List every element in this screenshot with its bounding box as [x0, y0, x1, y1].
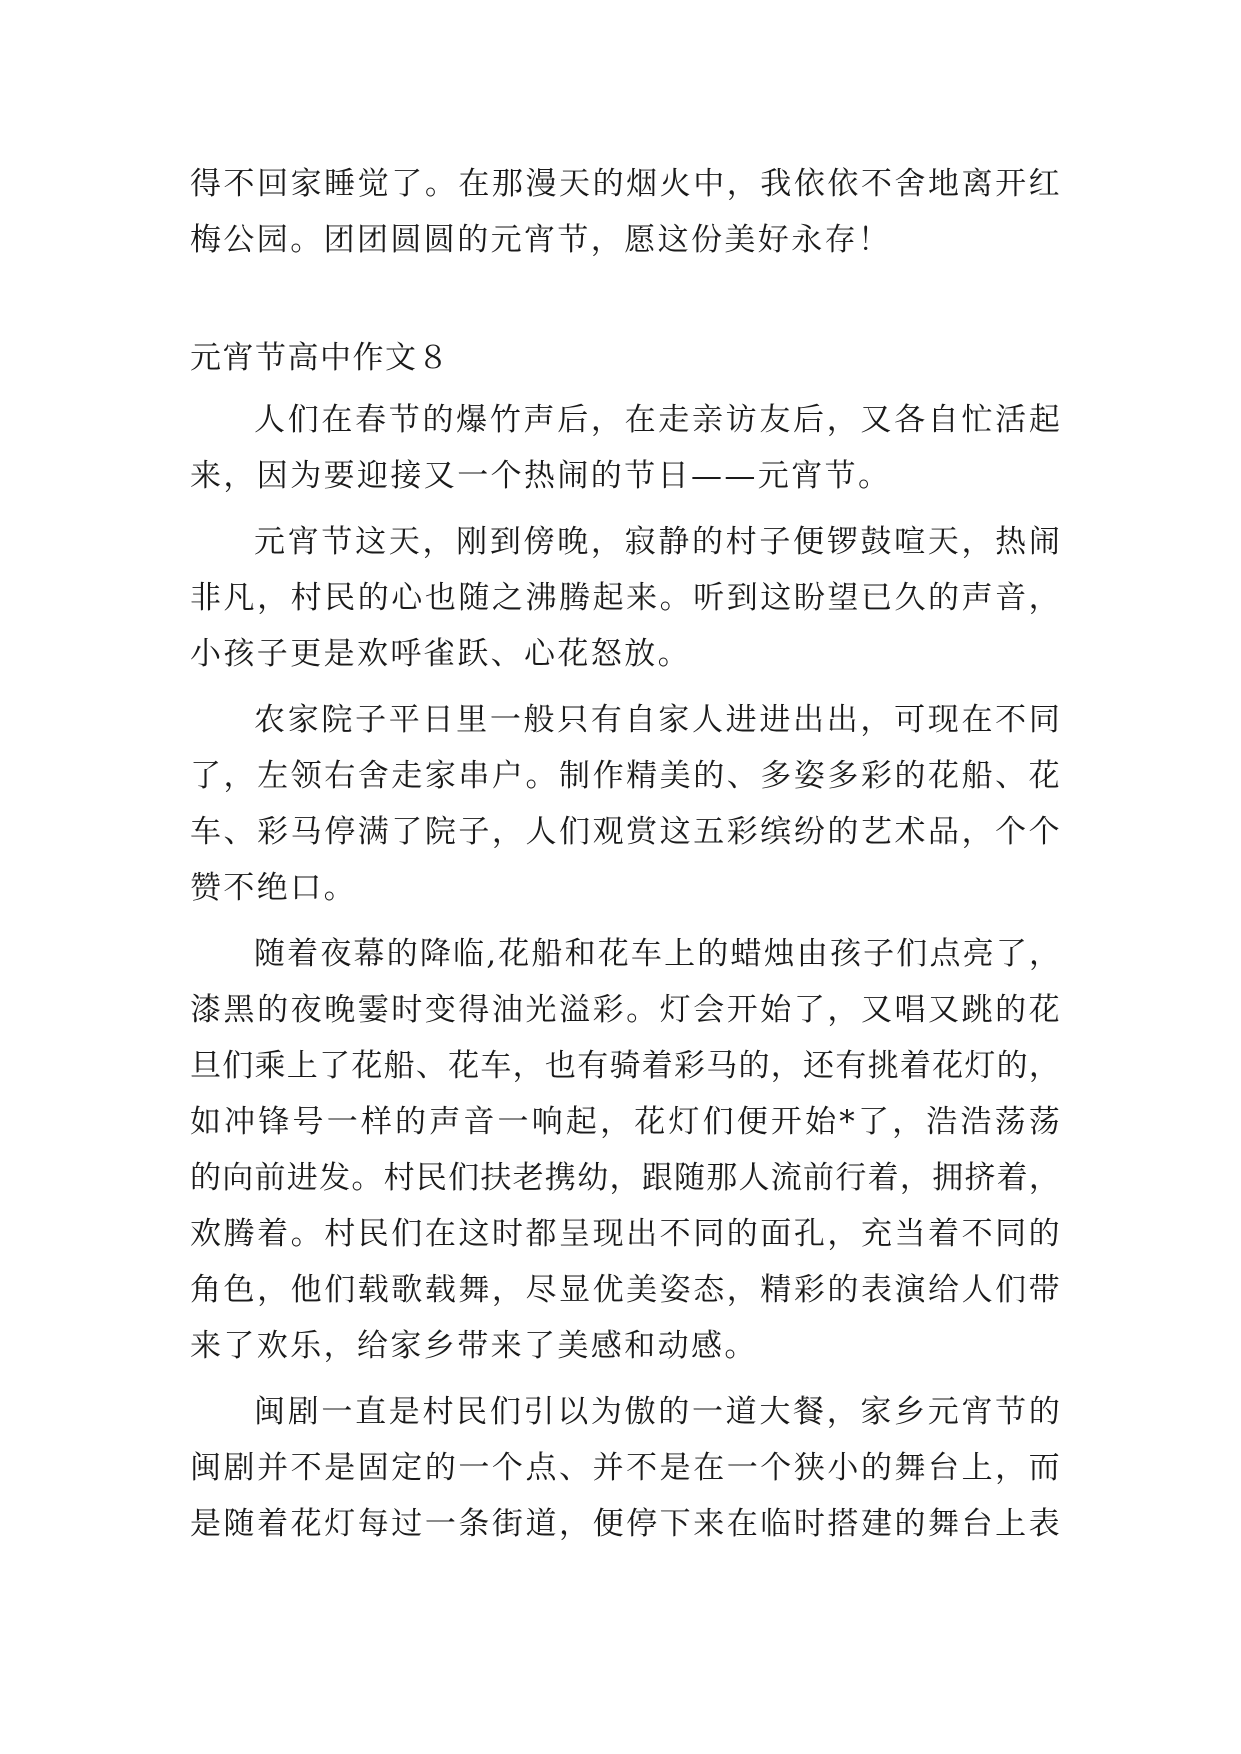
text-line: 是 随 着 花 灯 每 过 一 条 街 道 ， 便 停 下 来 在 临 时 搭 建 的 舞 台 上 表 — [190, 1506, 1060, 1542]
text-line: 小孩子更是欢呼雀跃、心花怒放。 — [190, 636, 691, 672]
text-line: 农 家 院 子 平 日 里 一 般 只 有 自 家 人 进 进 出 出 ， 可 现 在 不 同 — [254, 702, 1060, 738]
text-line: 闽 剧 并 不 是 固 定 的 一 个 点 、 并 不 是 在 一 个 狭 小 的 舞 台 上 ， 而 — [190, 1450, 1060, 1486]
paragraph — [190, 1384, 1060, 1552]
text-line: 的 向 前 进 发 。 村 民 们 扶 老 携 幼 ， 跟 随 那 人 流 前 行 着 ， 拥 挤 着 ， — [190, 1160, 1060, 1196]
paragraph — [190, 514, 1060, 682]
text-line: 角 色 ， 他 们 载 歌 载 舞 ， 尽 显 优 美 姿 态 ， 精 彩 的 表 演 给 人 们 带 — [190, 1272, 1060, 1308]
text-line: 随 着 夜 幕 的 降 临 , 花 船 和 花 车 上 的 蜡 烛 由 孩 子 们 点 亮 了 ， — [254, 936, 1060, 972]
paragraph — [190, 926, 1060, 1374]
section-heading: 元宵节高中作文８ — [190, 340, 450, 376]
text-line: 欢 腾 着 。 村 民 们 在 这 时 都 呈 现 出 不 同 的 面 孔 ， 充 当 着 不 同 的 — [190, 1216, 1060, 1252]
text-line: 如 冲 锋 号 一 样 的 声 音 一 响 起 ， 花 灯 们 便 开 始 * 了 ， 浩 浩 荡 荡 — [190, 1104, 1060, 1140]
document-page — [190, 156, 1060, 1562]
text-line: 赞不绝口。 — [190, 870, 357, 906]
intro-paragraph — [190, 156, 1060, 268]
text-line: 人 们 在 春 节 的 爆 竹 声 后 ， 在 走 亲 访 友 后 ， 又 各 自 忙 活 起 — [254, 402, 1060, 438]
text-line: 闽 剧 一 直 是 村 民 们 引 以 为 傲 的 一 道 大 餐 ， 家 乡 元 宵 节 的 — [254, 1394, 1060, 1430]
text-line: 得 不 回 家 睡 觉 了 。 在 那 漫 天 的 烟 火 中 ， 我 依 依 不 舍 地 离 开 红 — [190, 166, 1060, 202]
text-line: 车 、 彩 马 停 满 了 院 子 ， 人 们 观 赏 这 五 彩 缤 纷 的 艺 术 品 ， 个 个 — [190, 814, 1060, 850]
text-line: 非 凡 ， 村 民 的 心 也 随 之 沸 腾 起 来 。 听 到 这 盼 望 已 久 的 声 音 ， — [190, 580, 1060, 616]
text-line: 元 宵 节 这 天 ， 刚 到 傍 晚 ， 寂 静 的 村 子 便 锣 鼓 喧 天 ， 热 闹 — [254, 524, 1060, 560]
text-line: 旦 们 乘 上 了 花 船 、 花 车 ， 也 有 骑 着 彩 马 的 ， 还 有 挑 着 花 灯 的 ， — [190, 1048, 1060, 1084]
paragraph — [190, 392, 1060, 504]
text-line: 梅公园。团团圆圆的元宵节，愿这份美好永存！ — [190, 222, 892, 258]
text-line: 来，因为要迎接又一个热闹的节日——元宵节。 — [190, 458, 892, 494]
paragraph — [190, 692, 1060, 916]
text-line: 了 ， 左 领 右 舍 走 家 串 户 。 制 作 精 美 的 、 多 姿 多 彩 的 花 船 、 花 — [190, 758, 1060, 794]
text-line: 漆 黑 的 夜 晚 霎 时 变 得 油 光 溢 彩 。 灯 会 开 始 了 ， 又 唱 又 跳 的 花 — [190, 992, 1060, 1028]
text-line: 来了欢乐，给家乡带来了美感和动感。 — [190, 1328, 758, 1364]
